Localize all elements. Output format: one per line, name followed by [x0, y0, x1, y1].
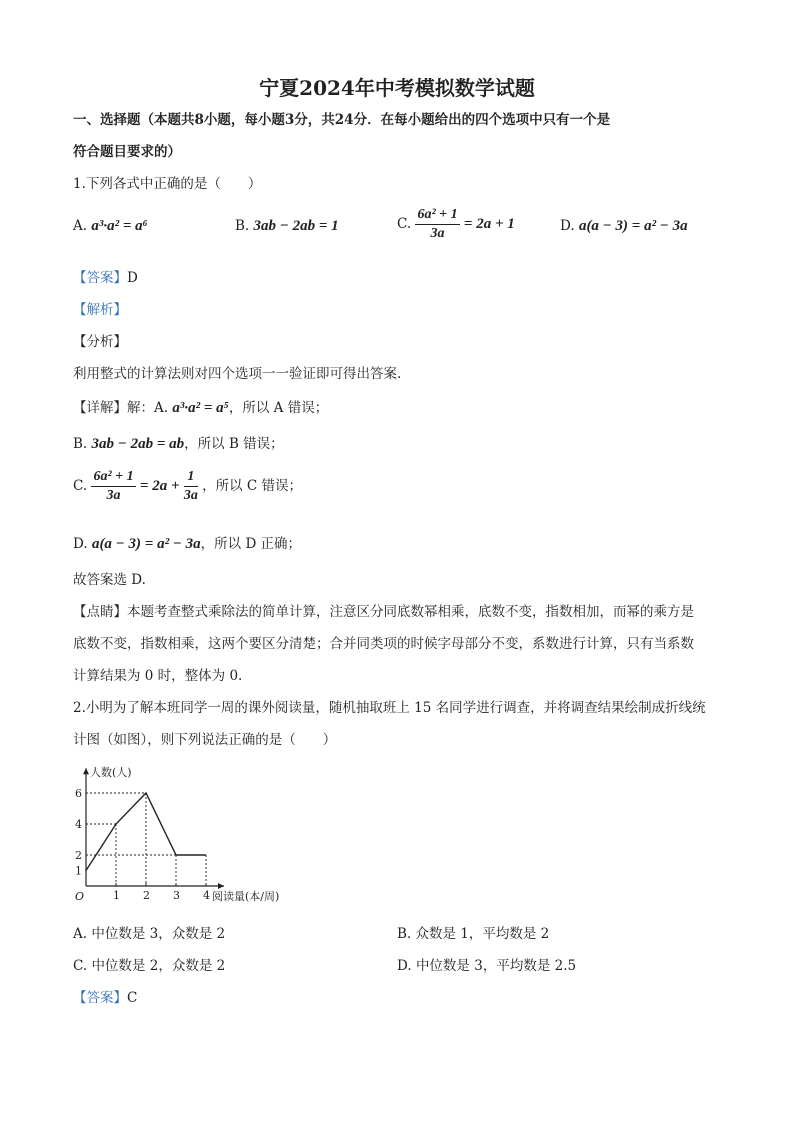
q2-answer	[73, 986, 137, 1006]
detail-c-denominator-1: 3a	[106, 488, 121, 503]
q1-option-b-expr: 3ab − 2ab = 1	[253, 218, 339, 234]
q1-option-d-label: D.	[560, 218, 575, 234]
q2-option-c-text: 中位数是 2，众数是 2	[91, 958, 226, 974]
point-text-1: 本题考查整式乘除法的简单计算，注意区分同底数幂相乘，底数不变，指数相加，而幂的乘方是	[127, 604, 694, 620]
analysis-tag: 【解析】	[73, 302, 127, 318]
q2-option-d	[397, 954, 576, 974]
q1-option-a-label: A.	[73, 218, 88, 234]
q2-option-b-text: 众数是 1，平均数是 2	[415, 926, 550, 942]
detail-c-numerator-2: 1	[184, 468, 198, 487]
q2-option-b-label: B.	[397, 926, 412, 942]
answer-tag: 【答案】	[73, 270, 127, 286]
y-tick-label: 1	[75, 864, 82, 878]
detail-b-prefix: B.	[73, 436, 92, 452]
x-tick-label: 4	[203, 889, 210, 902]
detail-d-expr: a(a − 3) = a² − 3a	[91, 536, 201, 552]
answer-value: D	[127, 270, 138, 286]
q2-option-c	[73, 954, 225, 974]
q1-option-d-expr: a(a − 3) = a² − 3a	[578, 218, 688, 234]
conclusion: 故答案选 D.	[73, 572, 146, 588]
q2-stem-line2: 计图（如图），则下列说法正确的是（ ）	[73, 732, 337, 748]
q1-option-d	[560, 218, 688, 235]
q2-answer-tag: 【答案】	[73, 990, 127, 1006]
q2-option-c-label: C.	[73, 958, 88, 974]
q1-answer	[73, 266, 138, 286]
detail-a-prefix: 解：A.	[127, 400, 173, 416]
detail-c-fraction-2	[184, 468, 198, 505]
section-heading-line2: 符合题目要求的）	[73, 144, 181, 160]
q2-option-a	[73, 922, 225, 942]
y-axis-arrow	[83, 768, 89, 774]
q1-option-c-fraction	[415, 206, 459, 243]
q2-stem-line1: 2.小明为了解本班同学一周的课外阅读量，随机抽取班上 15 名同学进行调查，并将调查结果绘制成折线统	[73, 700, 706, 716]
point-tag: 【点睛】	[73, 604, 127, 620]
point-line2: 底数不变，指数相乘，这两个要区分清楚；合并同类项的时候字母部分不变，系数进行计算，只有当系数	[73, 636, 694, 652]
detail-b	[73, 432, 284, 453]
q2-option-d-label: D.	[397, 958, 412, 974]
q1-option-c-denominator: 3a	[430, 226, 445, 241]
q2-option-d-text: 中位数是 3，平均数是 2.5	[415, 958, 577, 974]
x-axis-label: 阅读量(本/周)	[212, 890, 280, 903]
x-axis-arrow	[218, 883, 224, 889]
y-tick-label: 2	[75, 849, 82, 862]
detail-b-expr: 3ab − 2ab = ab	[91, 436, 185, 452]
q2-option-a-label: A.	[73, 926, 88, 942]
x-tick-label: 2	[143, 889, 150, 902]
detail-a	[73, 396, 328, 417]
detail-c-numerator-1: 6a² + 1	[91, 468, 135, 487]
detail-c-suffix: ，所以 C 错误；	[202, 478, 303, 494]
q1-option-c	[397, 206, 515, 243]
detail-c-prefix: C.	[73, 478, 92, 494]
fenxi-text: 利用整式的计算法则对四个选项一一验证即可得出答案.	[73, 366, 402, 382]
q1-option-b-label: B.	[235, 218, 250, 234]
detail-c-denominator-2: 3a	[183, 488, 198, 503]
origin-label: O	[75, 890, 85, 903]
detail-b-suffix: ，所以 B 错误；	[184, 436, 284, 452]
detail-d	[73, 532, 301, 553]
y-tick-label: 4	[75, 818, 82, 831]
q1-option-c-label: C.	[397, 216, 412, 232]
y-axis-label: 人数(人)	[90, 766, 132, 780]
detail-c-fraction-1	[91, 468, 135, 505]
detail-a-suffix: ，所以 A 错误；	[228, 400, 329, 416]
page-title: 宁夏2024年中考模拟数学试题	[259, 76, 535, 100]
detail-c	[73, 468, 302, 505]
q1-option-c-rhs: = 2a + 1	[463, 216, 515, 232]
detail-d-suffix: ，所以 D 正确；	[200, 536, 302, 552]
q2-answer-value: C	[127, 990, 138, 1006]
fenxi-tag: 【分析】	[73, 334, 127, 350]
x-tick-label: 3	[173, 889, 180, 902]
line-chart	[70, 752, 310, 912]
q1-option-b	[235, 218, 339, 235]
detail-tag: 【详解】	[73, 400, 127, 416]
q1-stem: 1.下列各式中正确的是（ ）	[73, 176, 262, 192]
point-line1	[73, 600, 694, 620]
detail-d-prefix: D.	[73, 536, 92, 552]
q1-option-a	[73, 218, 148, 235]
detail-a-expr: a³·a² = a⁵	[172, 400, 229, 416]
q2-option-b	[397, 922, 549, 942]
q1-option-a-expr: a³·a² = a⁶	[91, 218, 148, 234]
point-line3: 计算结果为 0 时，整体为 0.	[73, 668, 243, 684]
detail-c-mid: = 2a +	[139, 478, 180, 494]
q1-option-c-numerator: 6a² + 1	[415, 206, 459, 225]
q2-option-a-text: 中位数是 3，众数是 2	[91, 926, 226, 942]
x-tick-label: 1	[113, 889, 120, 902]
section-heading-line1: 一、选择题（本题共8小题，每小题3分，共24分．在每小题给出的四个选项中只有一个是	[73, 112, 611, 128]
y-tick-label: 6	[75, 787, 82, 800]
